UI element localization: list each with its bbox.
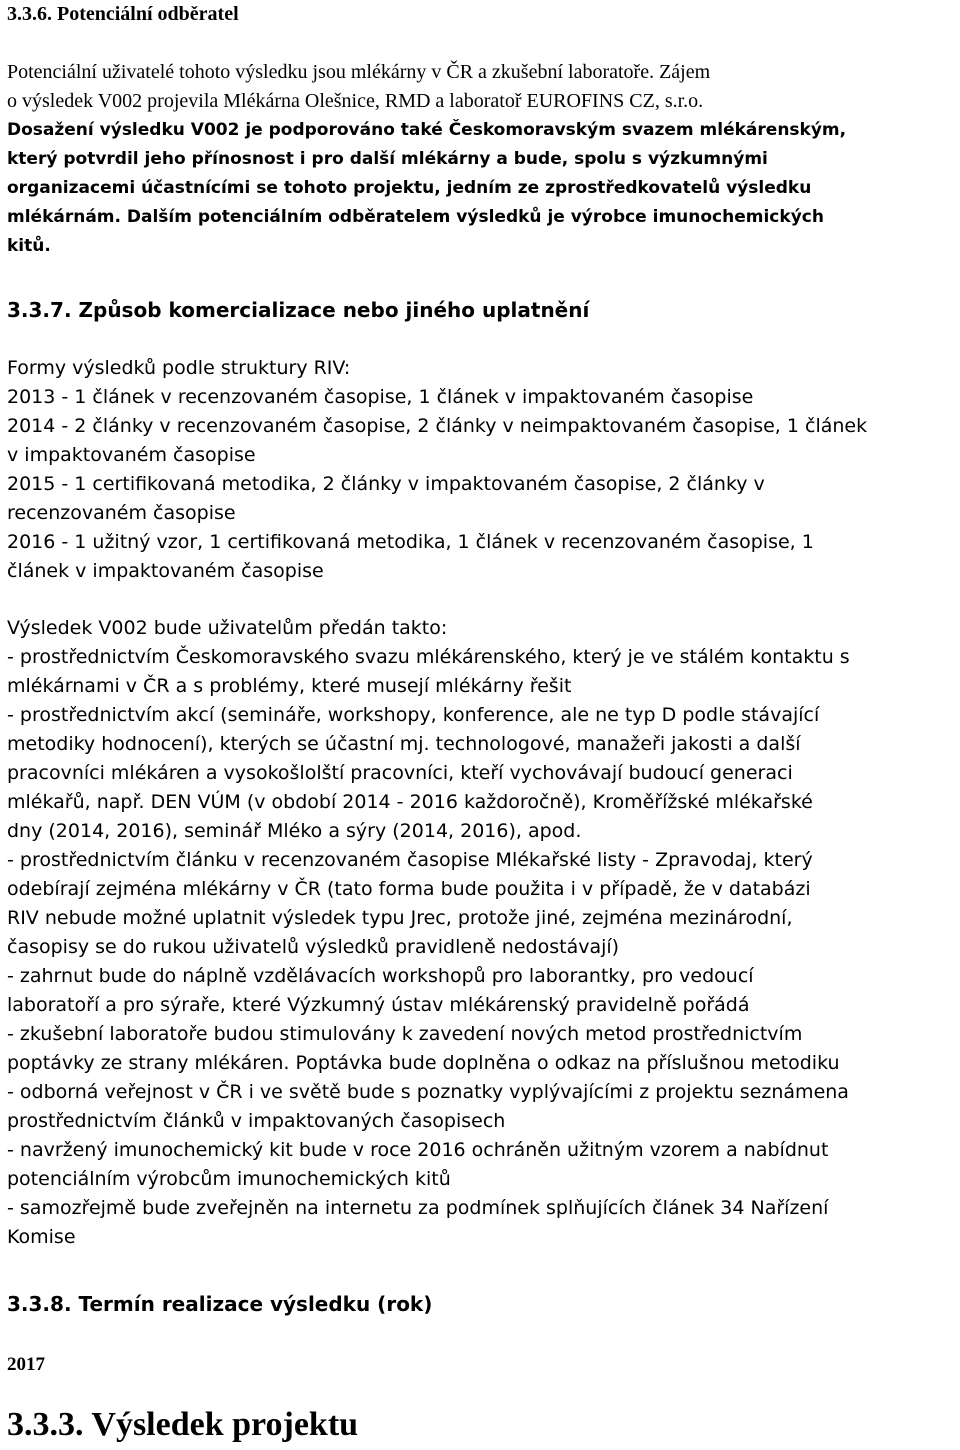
transfer-line: laboratoří a pro sýraře, které Výzkumný ústav mlékárenský pravidelně pořádá (7, 994, 750, 1016)
text-line: který potvrdil jeho přínosnost i pro další mlékárny a bude, spolu s výzkumnými (7, 149, 768, 169)
riv-line: 2015 - 1 certifikovaná metodika, 2 články v impaktovaném časopise, 2 články v (7, 473, 765, 495)
transfer-line: - zkušební laboratoře budou stimulovány k zavedení nových metod prostřednictvím (7, 1023, 803, 1045)
riv-line: článek v impaktovaném časopise (7, 560, 324, 582)
transfer-line: odebírají zejména mlékárny v ČR (tato forma bude použita i v případě, že v databázi (7, 878, 811, 900)
riv-line: 2013 - 1 článek v recenzovaném časopise, 1 článek v impaktovaném časopise (7, 386, 754, 408)
transfer-line: - navržený imunochemický kit bude v roce 2016 ochráněn užitným vzorem a nabídnut (7, 1139, 829, 1161)
transfer-line: Komise (7, 1226, 76, 1248)
riv-line: v impaktovaném časopise (7, 444, 256, 466)
transfer-line: mlékárnami v ČR a s problémy, které musejí mlékárny řešit (7, 675, 572, 697)
riv-forms-list (7, 354, 956, 586)
transfer-line: - prostřednictvím akcí (semináře, workshopy, konference, ale ne typ D podle stávající (7, 704, 820, 726)
text-line: Dosažení výsledku V002 je podporováno také Českomoravským svazem mlékárenským, (7, 120, 847, 140)
paragraph-potential-users (7, 58, 956, 116)
section-heading-3-3-6: 3.3.6. Potenciální odběratel (7, 3, 239, 25)
text-line: organizacemi účastnícími se tohoto projektu, jedním ze zprostředkovatelů výsledku (7, 178, 812, 198)
transfer-line: potenciálním výrobcům imunochemických kitů (7, 1168, 451, 1190)
text-line: o výsledek V002 projevila Mlékárna Olešnice, RMD a laboratoř EUROFINS CZ, s.r.o. (7, 90, 704, 112)
paragraph-support-bold (7, 116, 956, 261)
riv-line: 2014 - 2 články v recenzovaném časopise, 2 články v neimpaktovaném časopise, 1 článek (7, 415, 868, 437)
transfer-line: - prostřednictvím Českomoravského svazu mlékárenského, který je ve stálém kontaktu s (7, 646, 850, 668)
transfer-line: - odborná veřejnost v ČR i ve světě bude s poznatky vyplývajícími z projektu seznámena (7, 1081, 849, 1103)
riv-line: recenzovaném časopise (7, 502, 236, 524)
text-line: Potenciální uživatelé tohoto výsledku jsou mlékárny v ČR a zkušební laboratoře. Zájem (7, 61, 711, 83)
text-line: kitů. (7, 236, 51, 256)
transfer-line: mlékařů, např. DEN VÚM (v období 2014 - 2016 každoročně), Kroměřížské mlékařské (7, 791, 813, 813)
section-heading-3-3-7: 3.3.7. Způsob komercializace nebo jiného uplatnění (7, 298, 590, 322)
section-heading-3-3-3: 3.3.3. Výsledek projektu (7, 1406, 359, 1443)
transfer-line: - prostřednictvím článku v recenzovaném časopise Mlékařské listy - Zpravodaj, který (7, 849, 813, 871)
transfer-line: - samozřejmě bude zveřejněn na internetu za podmínek splňujících článek 34 Nařízení (7, 1197, 829, 1219)
text-line: mlékárnám. Dalším potenciálním odběratelem výsledků je výrobce imunochemických (7, 207, 824, 227)
transfer-line: - zahrnut bude do náplně vzdělávacích workshopů pro laborantky, pro vedoucí (7, 965, 754, 987)
transfer-line: prostřednictvím článků v impaktovaných časopisech (7, 1110, 506, 1132)
transfer-line: metodiky hodnocení), kterých se účastní mj. technologové, manažeři jakosti a další (7, 733, 801, 755)
realization-year: 2017 (7, 1354, 45, 1375)
riv-line: Formy výsledků podle struktury RIV: (7, 357, 351, 379)
transfer-line: RIV nebude možné uplatnit výsledek typu Jrec, protože jiné, zejména mezinárodní, (7, 907, 793, 929)
transfer-line: časopisy se do rukou uživatelů výsledků pravidleně nedostávají) (7, 936, 620, 958)
transfer-line: dny (2014, 2016), seminář Mléko a sýry (2014, 2016), apod. (7, 820, 582, 842)
transfer-line: poptávky ze strany mlékáren. Poptávka bude doplněna o odkaz na příslušnou metodiku (7, 1052, 840, 1074)
section-heading-3-3-8: 3.3.8. Termín realizace výsledku (rok) (7, 1292, 433, 1316)
riv-line: 2016 - 1 užitný vzor, 1 certifikovaná metodika, 1 článek v recenzovaném časopise, 1 (7, 531, 814, 553)
transfer-line: Výsledek V002 bude uživatelům předán takto: (7, 617, 448, 639)
transfer-line: pracovníci mlékáren a vysokošlolští pracovníci, kteří vychovávají budoucí generaci (7, 762, 793, 784)
transfer-paragraph (7, 614, 956, 1252)
